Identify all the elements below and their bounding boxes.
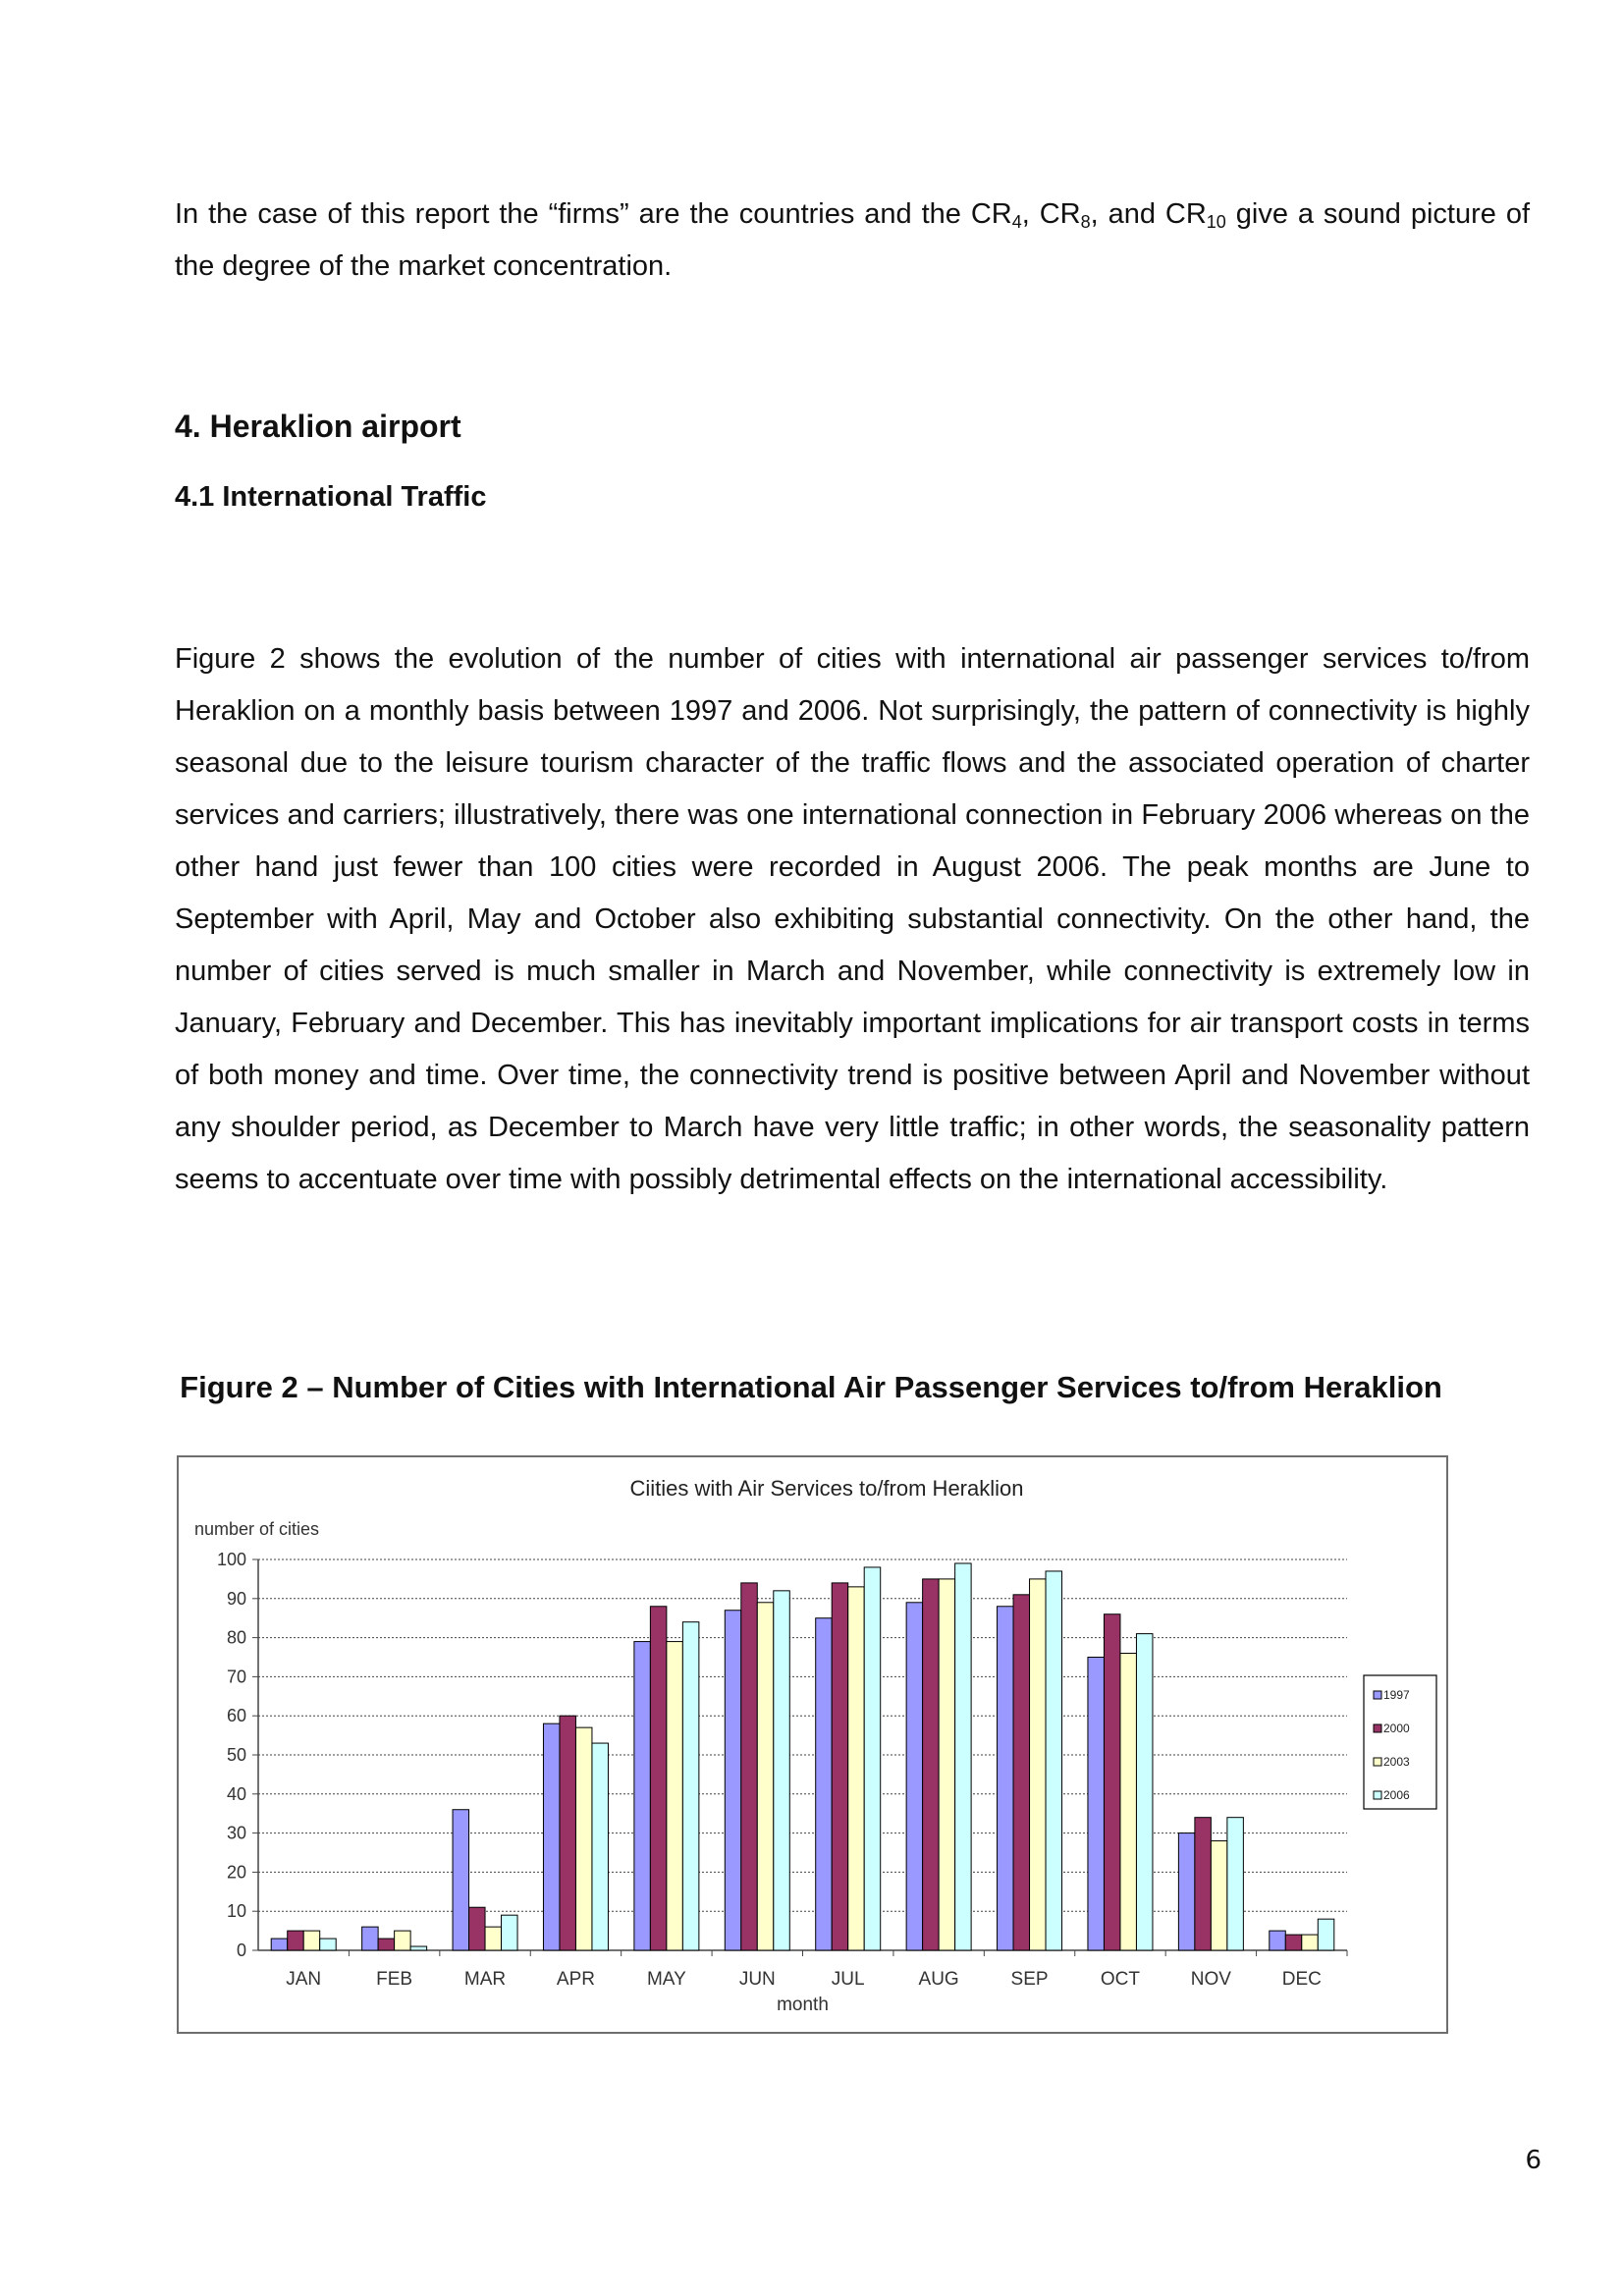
x-tick-label: OCT xyxy=(1100,1969,1141,1990)
bar-jan-2006 xyxy=(320,1939,337,1950)
legend-swatch xyxy=(1374,1791,1381,1799)
x-tick-label: MAY xyxy=(646,1969,686,1990)
legend-swatch xyxy=(1374,1758,1381,1766)
y-tick-label: 40 xyxy=(226,1783,246,1804)
y-tick-label: 80 xyxy=(226,1627,246,1648)
y-tick-label: 0 xyxy=(236,1941,246,1960)
bar-mar-1997 xyxy=(453,1810,469,1950)
x-tick-label: JAN xyxy=(286,1969,322,1990)
x-tick-label: NOV xyxy=(1190,1969,1231,1990)
bar-dec-2006 xyxy=(1318,1919,1334,1950)
x-axis-label: month xyxy=(777,1995,829,2015)
bar-feb-2003 xyxy=(395,1931,411,1950)
x-tick-label: JUL xyxy=(831,1969,865,1990)
bar-oct-1997 xyxy=(1088,1658,1105,1951)
bar-apr-2003 xyxy=(575,1727,592,1950)
bar-jun-1997 xyxy=(725,1611,741,1950)
bar-aug-2006 xyxy=(955,1563,972,1950)
figure-caption: Figure 2 – Number of Cities with International Air Passenger Services to/from Heraklion xyxy=(180,1370,1442,1404)
x-tick-label: FEB xyxy=(376,1969,413,1990)
legend-label: 2003 xyxy=(1383,1755,1410,1769)
y-axis-label: number of cities xyxy=(194,1519,320,1539)
legend-label: 1997 xyxy=(1383,1688,1410,1702)
bar-jun-2000 xyxy=(741,1583,758,1950)
x-tick-label: MAR xyxy=(463,1969,507,1990)
y-tick-label: 60 xyxy=(226,1706,246,1726)
bar-nov-2003 xyxy=(1211,1841,1227,1950)
bar-nov-2006 xyxy=(1227,1818,1244,1950)
chart-title: Ciities with Air Services to/from Heraklion xyxy=(629,1476,1024,1501)
bar-dec-2000 xyxy=(1285,1935,1302,1950)
bar-apr-2000 xyxy=(560,1716,576,1950)
y-tick-label: 50 xyxy=(226,1745,246,1765)
bar-jun-2003 xyxy=(757,1603,774,1950)
x-tick-label: JUN xyxy=(738,1969,776,1990)
x-tick-label: AUG xyxy=(918,1969,959,1990)
bar-sep-2000 xyxy=(1013,1595,1030,1950)
bar-jul-1997 xyxy=(816,1618,833,1950)
bar-jan-1997 xyxy=(271,1939,288,1950)
y-tick-label: 30 xyxy=(226,1823,246,1843)
bar-jul-2000 xyxy=(832,1583,848,1950)
y-tick-label: 100 xyxy=(216,1550,246,1569)
bar-sep-2003 xyxy=(1030,1579,1047,1950)
bar-may-1997 xyxy=(634,1642,651,1950)
page-number: 6 xyxy=(1525,2146,1541,2175)
bar-oct-2006 xyxy=(1136,1634,1153,1950)
bar-apr-2006 xyxy=(592,1743,609,1950)
bar-may-2003 xyxy=(667,1642,683,1950)
y-tick-label: 70 xyxy=(226,1667,246,1687)
bar-sep-2006 xyxy=(1046,1571,1062,1950)
y-tick-label: 90 xyxy=(226,1588,246,1609)
y-tick-label: 10 xyxy=(226,1901,246,1922)
x-tick-label: SEP xyxy=(1010,1969,1049,1990)
bar-mar-2003 xyxy=(485,1927,502,1950)
bar-feb-1997 xyxy=(362,1927,379,1950)
bar-jul-2003 xyxy=(848,1587,865,1950)
legend-swatch xyxy=(1374,1724,1381,1732)
legend-label: 2000 xyxy=(1383,1722,1410,1735)
bar-sep-1997 xyxy=(998,1607,1014,1950)
chart-container xyxy=(177,1455,1448,2034)
bar-feb-2006 xyxy=(410,1946,427,1950)
bar-chart xyxy=(179,1457,1450,2036)
bar-oct-2000 xyxy=(1104,1614,1120,1950)
intro-paragraph: In the case of this report the “firms” are the countries and the $CR_4$, $CR_8$, and $CR_{10}$ give a sound picture of the degree of the market concentration. xyxy=(175,198,1530,282)
section-heading: 4. Heraklion airport xyxy=(175,409,461,444)
subsection-heading: 4.1 International Traffic xyxy=(175,481,487,513)
bar-jul-2006 xyxy=(864,1567,881,1950)
bar-apr-1997 xyxy=(543,1723,560,1950)
bar-may-2006 xyxy=(682,1622,699,1950)
x-tick-label: DEC xyxy=(1281,1969,1322,1990)
bar-oct-2003 xyxy=(1120,1654,1137,1950)
bar-may-2000 xyxy=(650,1607,667,1950)
bar-mar-2000 xyxy=(469,1907,486,1950)
bar-nov-1997 xyxy=(1178,1833,1195,1950)
bar-dec-2003 xyxy=(1302,1935,1319,1950)
bar-jan-2000 xyxy=(288,1931,304,1950)
bar-aug-2003 xyxy=(939,1579,955,1950)
bar-jun-2006 xyxy=(774,1591,790,1950)
bar-nov-2000 xyxy=(1195,1818,1212,1950)
y-tick-label: 20 xyxy=(226,1862,246,1883)
bar-feb-2000 xyxy=(378,1939,395,1950)
bar-dec-1997 xyxy=(1270,1931,1286,1950)
bar-aug-1997 xyxy=(906,1603,923,1950)
legend-swatch xyxy=(1374,1691,1381,1699)
body-paragraph: Figure 2 shows the evolution of the number of cities with international air passenger services to/from Heraklion on a monthly basis between 1997 and 2006. Not surprisingly, the pattern of connectivity is highly seasonal due to the leisure tourism character of the traffic flows and the associated operation of charter services and carriers; illustratively, there was one international connection in February 2006 whereas on the other hand just fewer than 100 cities were recorded in August 2006. The peak months are June to September with April, May and October also exhibiting substantial connectivity. On the other hand, the number of cities served is much smaller in March and November, while connectivity is extremely low in January, February and December. This has inevitably important implications for air transport costs in terms of both money and time. Over time, the connectivity trend is positive between April and November without any shoulder period, as December to March have very little traffic; in other words, the seasonality pattern seems to accentuate over time with possibly detrimental effects on the international accessibility. xyxy=(175,643,1530,1195)
x-tick-label: APR xyxy=(556,1969,595,1990)
bar-mar-2006 xyxy=(502,1915,517,1950)
legend-label: 2006 xyxy=(1383,1788,1410,1802)
bar-jan-2003 xyxy=(303,1931,320,1950)
bar-aug-2000 xyxy=(923,1579,940,1950)
